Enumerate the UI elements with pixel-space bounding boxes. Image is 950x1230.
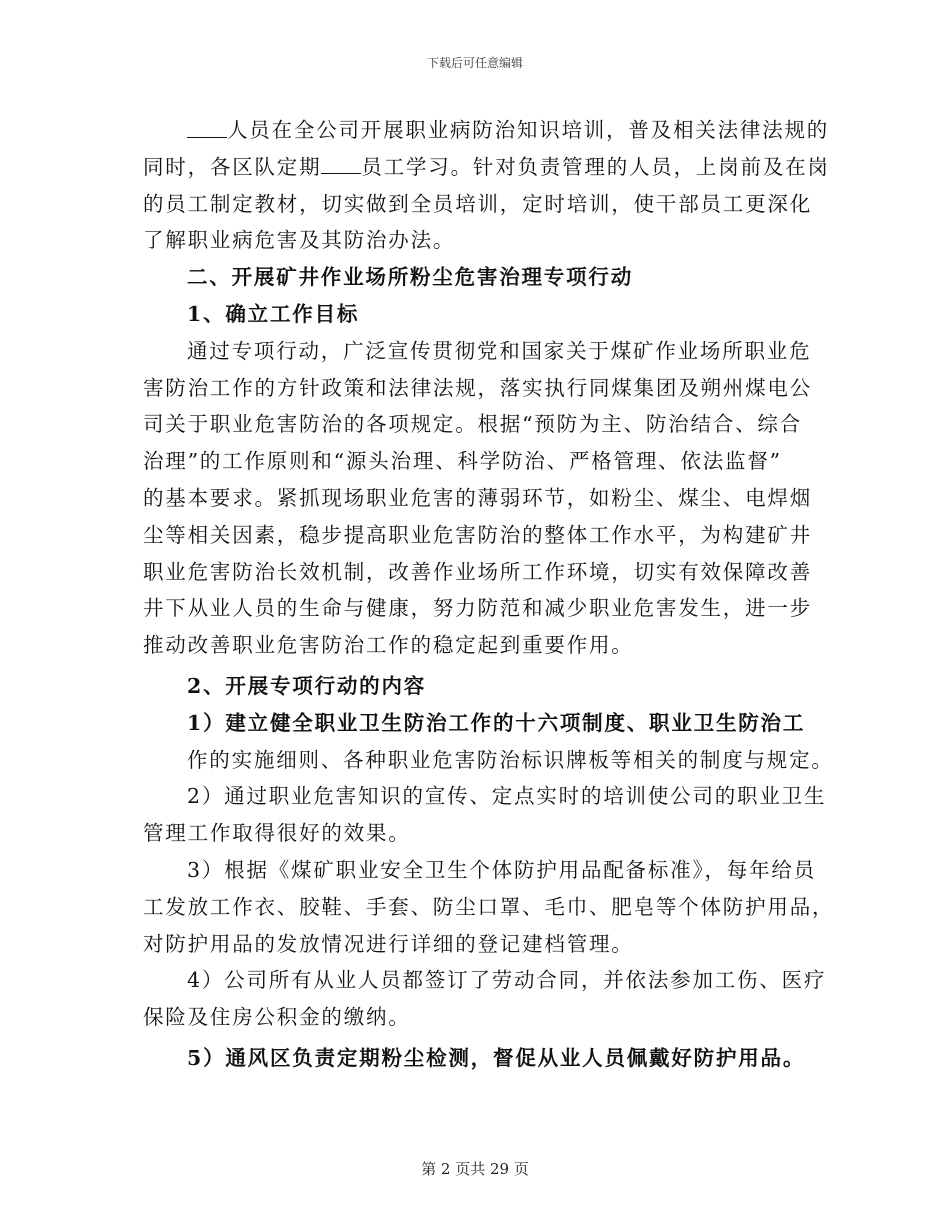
para1-line3: 的员工制定教材，切实做到全员培训，定时培训，使干部员工更深化 [143,191,812,216]
item3-line3: 对防护用品的发放情况进行详细的登记建档管理。 [143,931,634,956]
document-body [143,112,835,1077]
item1-line2: 作的实施细则、各种职业危害防治标识牌板等相关的制度与规定。 [187,747,834,772]
item3-line2: 工发放工作衣、胶鞋、手套、防尘口罩、毛巾、肥皂等个体防护用品， [143,894,835,919]
para2-line: 的基本要求。紧抓现场职业危害的薄弱环节，如粉尘、煤尘、电焊烟 [143,485,812,510]
subheading-content: 2、开展专项行动的内容 [187,673,427,698]
para2-line: 通过专项行动，广泛宣传贯彻党和国家关于煤矿作业场所职业危 [187,338,812,363]
fill-blank [321,172,361,174]
item1-line1: 1）建立健全职业卫生防治工作的十六项制度、职业卫生防治工 [187,710,806,735]
para2-line: 推动改善职业危害防治工作的稳定起到重要作用。 [143,633,634,658]
para2-line: 尘等相关因素，稳步提高职业危害防治的整体工作水平，为构建矿井 [143,522,812,547]
subheading-goal: 1、确立工作目标 [187,301,360,326]
page-header: 下载后可任意编辑 [426,56,523,70]
item2-line2: 管理工作取得很好的效果。 [143,821,411,846]
para2-line: 井下从业人员的生命与健康，努力防范和减少职业危害发生，进一步 [143,596,812,621]
fill-blank [187,136,227,138]
para2-line: 职业危害防治长效机制，改善作业场所工作环境，切实有效保障改善 [143,559,812,584]
para1-line1: 人员在全公司开展职业病防治知识培训，普及相关法律法规的 [143,112,808,149]
section-heading: 二、开展矿井作业场所粉尘危害治理专项行动 [187,265,633,290]
para1-line2: 同时，各区队定期 员工学习。针对负责管理的人员，上岗前及在岗 [143,154,830,179]
para2-line: 治理”的工作原则和“源头治理、科学防治、严格管理、依法监督” [143,449,782,474]
item3-line1: 3）根据《煤矿职业安全卫生个体防护用品配备标准》，每年给员 [187,857,816,882]
item2-line1: 2）通过职业危害知识的宣传、定点实时的培训使公司的职业卫生 [187,784,827,809]
para1-line4: 了解职业病危害及其防治办法。 [143,228,456,253]
item4-line2: 保险及住房公积金的缴纳。 [143,1005,411,1030]
item5-line: 5）通风区负责定期粉尘检测，督促从业人员佩戴好防护用品。 [187,1045,806,1070]
page-footer: 第 2 页共 29 页 [421,1160,529,1178]
item4-line1: 4）公司所有从业人员都签订了劳动合同，并依法参加工伤、医疗 [187,968,827,993]
para2-line: 害防治工作的方针政策和法律法规，落实执行同煤集团及朔州煤电公 [143,375,812,400]
para2-line: 司关于职业危害防治的各项规定。根据“预防为主、防治结合、综合 [143,412,802,437]
